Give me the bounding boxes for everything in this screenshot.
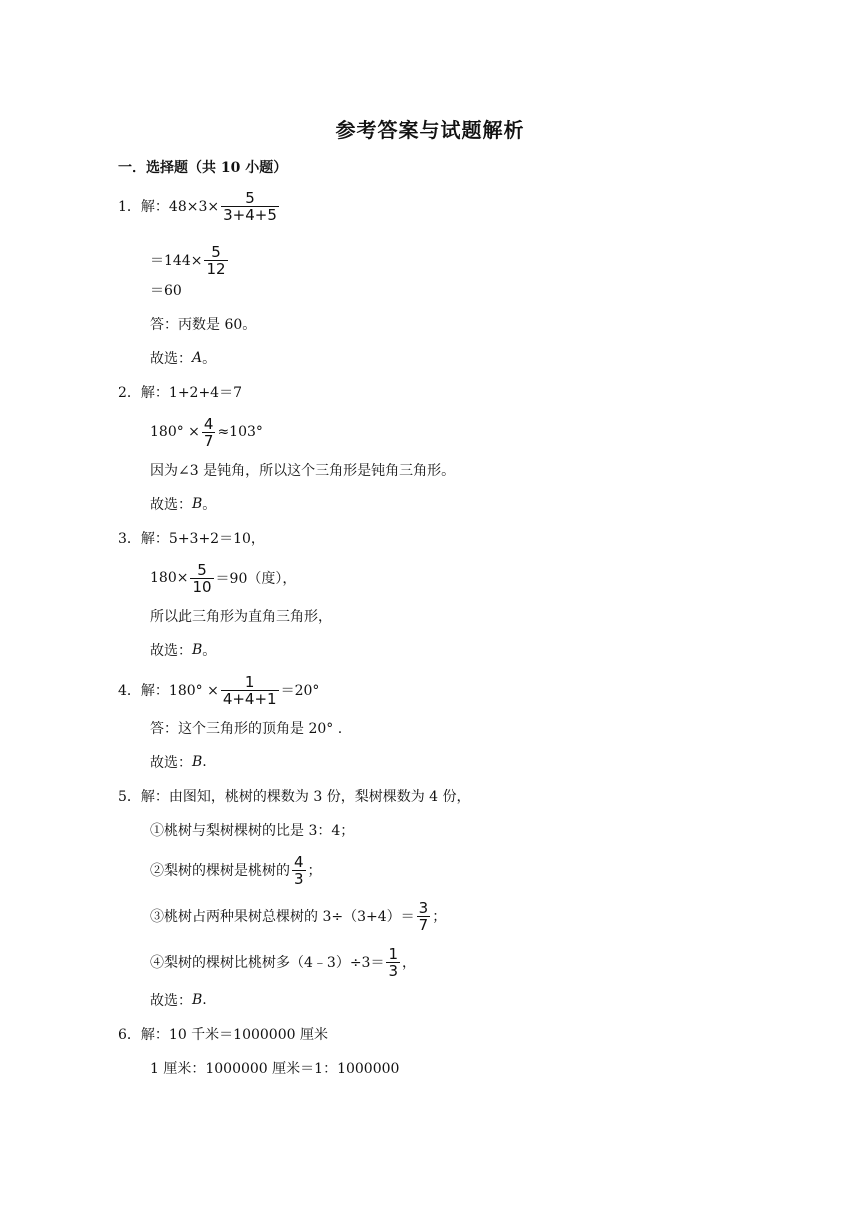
q5-text: ④梨树的棵树比桃树多（4﹣3）÷3＝: [150, 955, 385, 971]
page-title: 参考答案与试题解析: [335, 118, 525, 142]
q5-line-5: [150, 942, 416, 982]
q5-fraction-1: [292, 854, 306, 887]
answer-label: 故选：: [150, 993, 192, 1009]
punctuation: ；: [307, 863, 322, 879]
q4-text: ＝20°: [280, 683, 320, 699]
q3-text: 180×: [150, 570, 189, 586]
q3-line-2: [150, 558, 296, 598]
denominator: 12: [206, 259, 226, 278]
punctuation: 。: [202, 643, 217, 659]
numerator: 5: [211, 242, 221, 261]
denominator: 10: [192, 577, 212, 596]
punctuation: ；: [432, 909, 447, 925]
denominator: 7: [418, 915, 429, 934]
denominator: 7: [203, 431, 214, 450]
punctuation: .: [202, 754, 207, 770]
q6-line-2: 1 厘米：1000000 厘米＝1：1000000: [150, 1061, 400, 1077]
denominator: 4+4+1: [222, 689, 277, 708]
answer-label: 故选：: [150, 351, 192, 367]
numerator: 1: [244, 672, 255, 691]
q3-line-3: 所以此三角形为直角三角形，: [150, 609, 332, 625]
answer-choice: A: [192, 350, 203, 366]
q5-line-3: [150, 850, 322, 890]
q5-line-4: [150, 896, 446, 936]
q5-text: ③桃树占两种果树总棵树的 3÷（3+4）＝: [150, 909, 415, 925]
answer-label: 故选：: [150, 643, 192, 659]
answer-choice: B: [192, 496, 203, 512]
q4-text: 4．解：180° ×: [118, 683, 219, 699]
numerator: 5: [197, 560, 207, 579]
q4-line-2: 答：这个三角形的顶角是 20° .: [150, 721, 343, 737]
q3-line-1: 3．解：5+3+2＝10，: [118, 531, 265, 547]
q5-fraction-3: [386, 946, 400, 979]
denominator: 3: [388, 961, 398, 980]
numerator: 5: [245, 188, 255, 207]
numerator: 3: [418, 898, 429, 917]
numerator: 4: [294, 852, 304, 871]
q3-line-4: [150, 630, 216, 670]
q2-fraction: [202, 416, 216, 449]
q2-line-2: [150, 412, 263, 452]
punctuation: 。: [202, 351, 217, 367]
q2-text: 180° ×: [150, 424, 200, 440]
denominator: 3+4+5: [223, 205, 277, 224]
q5-fraction-2: [417, 900, 431, 933]
q5-line-1: 5．解：由图知，桃树的棵数为 3 份，梨树棵数为 4 份，: [118, 789, 471, 805]
q2-line-1: 2．解：1+2+4＝7: [118, 385, 242, 401]
q2-text: ≈103°: [217, 424, 263, 440]
punctuation: 。: [202, 497, 217, 513]
q6-line-1: 6．解：10 千米＝1000000 厘米: [118, 1027, 328, 1043]
q1-line-1: [118, 186, 281, 226]
q3-text: ＝90（度），: [215, 571, 297, 587]
answer-choice: B: [192, 992, 203, 1008]
punctuation: .: [202, 992, 207, 1008]
q5-line-2: ①桃树与梨树棵树的比是 3：4；: [150, 823, 355, 839]
punctuation: ，: [402, 955, 416, 971]
answer-choice: B: [192, 642, 203, 658]
q5-text: ②梨树的棵树是桃树的: [150, 863, 290, 879]
q1-text: 1．解：48×3×: [118, 199, 220, 215]
answer-label: 故选：: [150, 755, 192, 771]
q1-fraction-2: [204, 244, 227, 277]
q3-fraction: [190, 562, 213, 595]
q1-line-3: ＝60: [150, 283, 182, 299]
q1-text: ＝144×: [150, 253, 203, 269]
q4-line-1: [118, 670, 319, 710]
numerator: 1: [388, 944, 398, 963]
q2-line-3: 因为∠3 是钝角，所以这个三角形是钝角三角形。: [150, 463, 456, 479]
denominator: 3: [294, 869, 304, 888]
section-heading: 一．选择题（共 10 小题）: [118, 160, 288, 176]
answer-label: 故选：: [150, 497, 192, 513]
numerator: 4: [203, 414, 214, 433]
answer-choice: B: [192, 754, 203, 770]
q1-fraction-1: [221, 190, 279, 223]
q4-fraction: [221, 674, 279, 707]
q1-line-4: 答：丙数是 60。: [150, 317, 257, 333]
